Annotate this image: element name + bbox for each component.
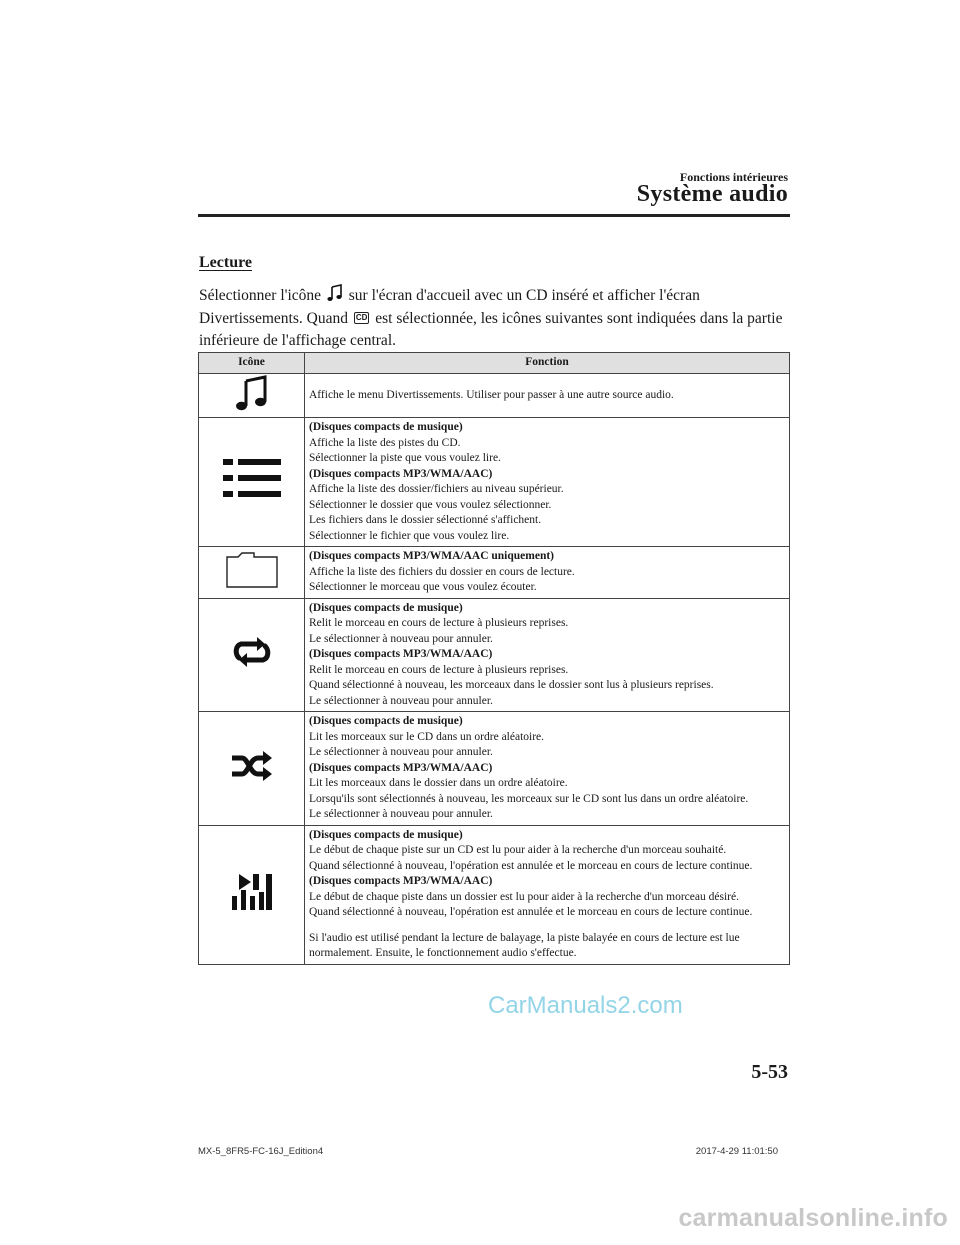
table-row [199,712,790,826]
scan-icon [229,903,275,915]
icon-cell [199,598,305,712]
section-label: Fonctions intérieures [679,170,788,184]
page-number: 5-53 [751,1061,788,1083]
header-rule [198,214,790,217]
icon-cell [199,374,305,418]
function-line: Quand sélectionné à nouveau, l'opération est annulée et le morceau en cours de lecture continue. [309,859,753,872]
function-cell [305,418,790,547]
icon-cell [199,547,305,599]
function-line: Sélectionner le dossier que vous voulez sélectionner. [309,498,552,511]
function-line: Le début de chaque piste sur un CD est lu pour aider à la recherche d'un morceau souhaité. [309,844,727,856]
table-row [199,547,790,599]
function-line: Relit le morceau en cours de lecture à plusieurs reprises. [309,663,569,676]
function-subheading: (Disques compacts de musique) [309,828,463,841]
table-header-row [199,353,790,374]
function-line: Sélectionner la piste que vous voulez lire. [309,452,501,464]
intro-text-1: Sélectionner l'icône [199,287,322,304]
function-subheading: (Disques compacts de musique) [309,421,463,433]
function-line: Les fichiers dans le dossier sélectionné s'affichent. [309,514,542,526]
function-table [198,352,790,965]
footer-timestamp: 2017-4-29 11:01:50 [695,1146,778,1157]
function-subheading: (Disques compacts MP3/WMA/AAC uniquement) [309,550,555,562]
function-subheading: (Disques compacts de musique) [309,601,463,614]
function-line: Quand sélectionné à nouveau, l'opération est annulée et le morceau en cours de lecture continue. [309,906,753,918]
watermark: CarManuals2.com [488,992,683,1019]
function-line: Quand sélectionné à nouveau, les morceaux dans le dossier sont lus à plusieurs reprises. [309,679,714,691]
function-subheading: (Disques compacts MP3/WMA/AAC) [309,648,493,660]
function-line: Le sélectionner à nouveau pour annuler. [309,808,493,820]
footer-edition: MX-5_8FR5-FC-16J_Edition4 [198,1146,324,1157]
function-cell [305,825,790,964]
function-subheading: (Disques compacts MP3/WMA/AAC) [309,467,493,480]
function-cell [305,712,790,826]
function-line: Le début de chaque piste dans un dossier est lu pour aider à la recherche d'un morceau désiré. [309,890,739,903]
list-icon [223,490,281,502]
function-cell [305,374,790,418]
function-line: Lit les morceaux sur le CD dans un ordre aléatoire. [309,730,545,743]
function-line: Affiche la liste des fichiers du dossier en cours de lecture. [309,565,575,578]
site-footer: carmanualsonline.info [678,1204,948,1232]
function-line: Si l'audio est utilisé pendant la lecture de balayage, la piste balayée en cours de lecture est lue normalement. Ensuite, le fonctionnement audio s'effectue. [309,931,740,959]
header-function: Fonction [305,353,790,374]
repeat-icon [232,661,272,673]
table-row [199,374,790,418]
function-line: Le sélectionner à nouveau pour annuler. [309,694,493,707]
icon-cell [199,418,305,547]
function-cell [305,547,790,599]
function-line: Lit les morceaux dans le dossier dans un ordre aléatoire. [309,777,568,789]
function-subheading: (Disques compacts MP3/WMA/AAC) [309,875,493,887]
icon-cell [199,825,305,964]
function-line: Lorsqu'ils sont sélectionnés à nouveau, les morceaux sur le CD sont lus dans un ordre aléatoire. [309,792,749,805]
function-line: Affiche la liste des pistes du CD. [309,436,461,449]
function-line: Relit le morceau en cours de lecture à plusieurs reprises. [309,617,569,629]
function-cell [305,598,790,712]
table-row [199,418,790,547]
function-line: Le sélectionner à nouveau pour annuler. [309,632,493,645]
folder-icon [226,579,278,591]
function-line: Affiche la liste des dossier/fichiers au niveau supérieur. [309,483,564,495]
shuffle-icon [230,773,274,785]
header-icon: Icône [199,353,305,374]
function-line: Sélectionner le morceau que vous voulez écouter. [309,581,537,593]
music-note-icon [235,402,269,414]
function-subheading: (Disques compacts MP3/WMA/AAC) [309,761,493,774]
intro-text-3: est sélectionnée, les icônes suivantes sont indiquées dans la partie inférieure de l'affichage central. [199,309,783,349]
subheading: Lecture [199,254,253,271]
function-line: Sélectionner le fichier que vous voulez lire. [309,529,510,542]
intro-paragraph [199,284,799,353]
table-row [199,825,790,964]
icon-cell [199,712,305,826]
function-line [309,921,786,931]
section-title: Système audio [636,181,788,207]
cd-icon: CD [355,312,368,322]
intro-text-2: sur l'écran d'accueil avec un CD inséré et afficher l'écran Divertissements. Quand [199,287,700,327]
function-line: Affiche le menu Divertissements. Utiliser pour passer à une autre source audio. [309,388,674,401]
music-note-icon [327,284,343,302]
function-subheading: (Disques compacts de musique) [309,715,463,727]
function-line: Le sélectionner à nouveau pour annuler. [309,746,493,758]
table-row [199,598,790,712]
